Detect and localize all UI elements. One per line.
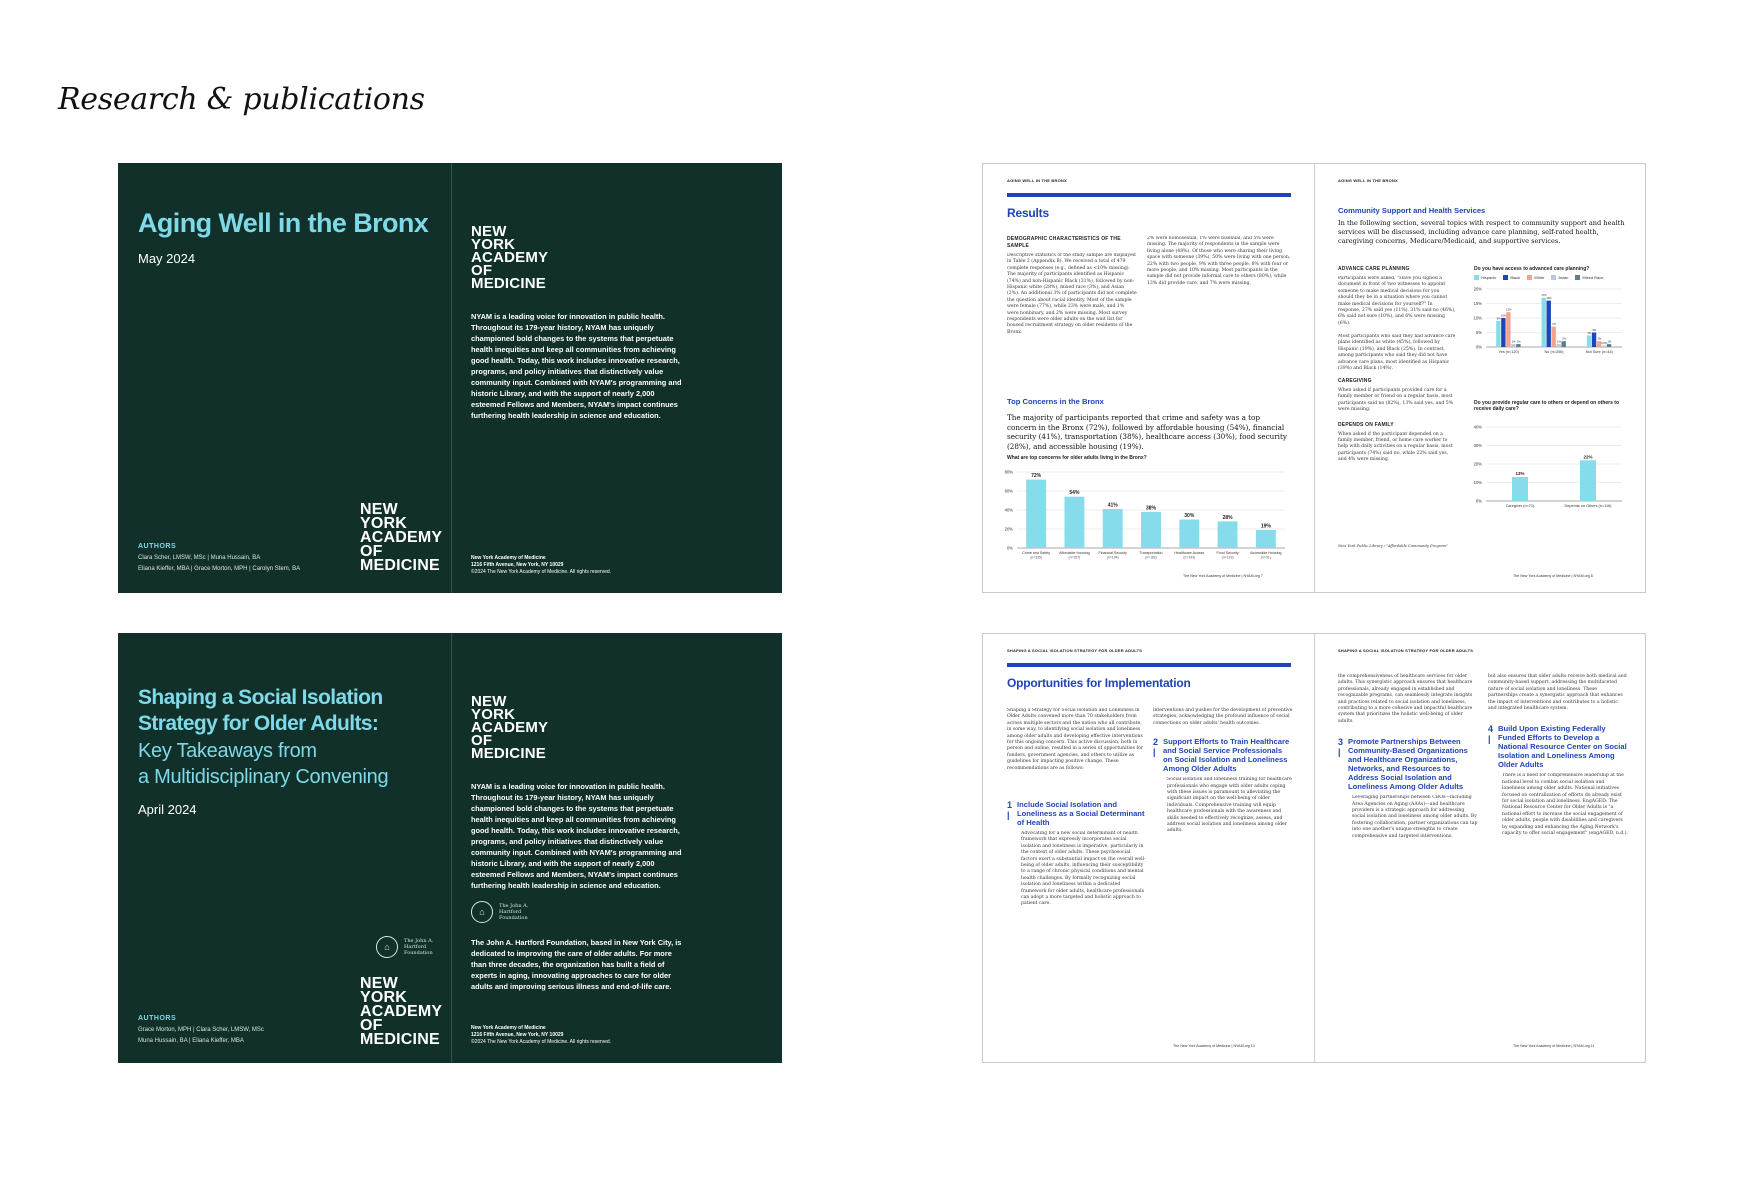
- recommendation-title: Support Efforts to Train Healthcare and Social Service Professionals on Social Isolation and Loneliness Among Older Adults: [1163, 737, 1290, 774]
- authors-line: Grace Morton, MPH | Clara Scher, LMSW, MSc: [138, 1027, 264, 1033]
- x-tick-label: (n=91): [1260, 555, 1271, 560]
- legend-swatch: [1503, 275, 1508, 280]
- bar: [1179, 520, 1199, 549]
- cover-divider: [451, 163, 452, 593]
- data-label: 17%: [1541, 294, 1547, 298]
- chart-caregiving: [1470, 419, 1630, 514]
- x-tick-label: (n=194): [1106, 555, 1119, 560]
- cover-subtitle: a Multidisciplinary Convening: [138, 765, 389, 788]
- data-label: 41%: [1107, 502, 1118, 509]
- imprint-copyright: ©2024 The New York Academy of Medicine. All rights reserved.: [471, 1039, 612, 1045]
- recommendation-number: 1 |: [1007, 800, 1013, 820]
- y-tick-label: 0%: [1475, 498, 1482, 504]
- y-tick-label: 30%: [1473, 443, 1482, 448]
- page-footer: The New York Academy of Medicine | NYAM.org 11: [1513, 1044, 1595, 1048]
- imprint-name: New York Academy of Medicine: [471, 555, 546, 561]
- bar: [1103, 509, 1123, 548]
- chart-question: Do you have access to advanced care planning?: [1474, 266, 1590, 272]
- body-text: 2% were homosexual, 1% were bisexual, and 5% were missing. The majority of respondents in the sample were living alone (48%). Of those who were sharing their living space with someone (39%), 50% were living with one person, 22% with two people, 9% with three people, 8% with four or more people, and 10% missing. Most participants in the sample did not provide informal care to others (80%), while 13% did provide care, and 7% were missing.: [1147, 236, 1291, 286]
- data-label: 4%: [1587, 331, 1592, 335]
- bar: [1580, 460, 1596, 501]
- y-tick-label: 40%: [1473, 424, 1482, 430]
- legend-item: [1503, 275, 1520, 280]
- body-text: Leveraging partnerships between CBOs—including Area Agencies on Aging (AAAs)—and healthcare providers is a strategic approach for addressing social isolation and loneliness among older adults. By fostering collaboration, partner organizations can tap into one another's unique strengths to create comprehensive and targeted interventions.: [1352, 795, 1478, 839]
- x-tick-label: (n=133): [1221, 555, 1234, 560]
- nyam-logo: NEW YORK ACADEMY OF MEDICINE: [471, 693, 549, 762]
- x-tick-label: No (n=206): [1544, 350, 1564, 354]
- data-label: 30%: [1184, 513, 1195, 519]
- chart-question: What are top concerns for older adults living in the Bronx?: [1007, 455, 1147, 461]
- bar: [1141, 512, 1161, 548]
- x-tick-label: Food Security: [1216, 551, 1239, 555]
- subsection-heading: Top Concerns in the Bronx: [1007, 397, 1104, 406]
- recommendation-2: [1153, 737, 1293, 773]
- legend-swatch: [1527, 275, 1532, 280]
- data-label: 12%: [1506, 308, 1512, 312]
- bar: [1602, 346, 1606, 347]
- data-label: 19%: [1260, 523, 1271, 530]
- hartford-seal-icon: ⌂: [376, 936, 398, 958]
- data-label: 9%: [1496, 317, 1501, 321]
- body-text: the comprehensiveness of healthcare services for older adults. This synergistic approach ensures that healthcare professionals, already engaged in established and recognizable programs, can seamlessly integrate insights and practices related to social isolation and loneliness, contributing to a more cohesive and impactful healthcare system that prioritizes the holistic well-being of older adults.: [1338, 674, 1473, 724]
- subsection-heading: DEPENDS ON FAMILY: [1338, 421, 1394, 428]
- heading-rule: [1007, 663, 1291, 667]
- running-head: AGING WELL IN THE BRONX: [1007, 178, 1067, 183]
- bar: [1557, 344, 1561, 347]
- spread-opportunities[interactable]: [982, 633, 1646, 1063]
- bar: [1592, 333, 1596, 348]
- bar: [1512, 477, 1528, 501]
- bar: [1511, 344, 1515, 347]
- data-label: 2%: [1562, 337, 1566, 341]
- body-text: When asked if participants provided care for a family member or friend on a regular basis, most participants said no (82%), 13% said yes, and 5% were missing.: [1338, 388, 1454, 413]
- chart-top-concerns: [1003, 462, 1293, 572]
- bar: [1496, 321, 1500, 347]
- subsection-heading: DEMOGRAPHIC CHARACTERISTICS OF THE SAMPLE: [1007, 236, 1121, 249]
- y-tick-label: 20%: [1004, 526, 1013, 532]
- legend-label: White: [1534, 275, 1545, 280]
- x-tick-label: Transportation: [1139, 551, 1163, 555]
- y-tick-label: 15%: [1473, 301, 1482, 306]
- nyam-blurb: NYAM is a leading voice for innovation in public health. Throughout its 179-year history, NYAM has uniquely championed bold changes to the systems that perpetuate health inequities and keep all communities from achieving good health. Today, this work includes innovative research, programs, and policy initiatives that distinctively value community input. Combined with NYAM's programming and historic Library, and with the support of nearly 2,000 esteemed Fellows and Members, NYAM's impact continues furthering health leadership in science and education.: [471, 312, 682, 420]
- data-label: 1%: [1511, 340, 1516, 344]
- y-tick-label: 10%: [1473, 315, 1482, 321]
- cover-front: [138, 633, 443, 1063]
- lead-text: In the following section, several topics with respect to community support and health services will be discussed, including advance care planning, self-rated health, caregiving concerns, Medicare/Medicaid, and supportive services.: [1338, 219, 1625, 245]
- y-tick-label: 60%: [1004, 488, 1013, 494]
- page-footer: The New York Academy of Medicine | NYAM.org 7: [1183, 574, 1263, 578]
- bar: [1552, 327, 1556, 347]
- subsection-heading: CAREGIVING: [1338, 378, 1372, 384]
- imprint-copyright: ©2024 The New York Academy of Medicine. All rights reserved.: [471, 569, 612, 575]
- intro-text: Shaping a Strategy for Social Isolation and Loneliness in Older Adults convened more than 70 stakeholders from across multiple sectors and the nation who all contribute, in some way, to identifying social isolation and loneliness among older adults and developing effective interventions for this ongoing concern. This active discussion, both in person and online, resulted in a series of opportunities for funders, government agencies, and others to utilize as guidelines for impacting positive change. These recommendations are as follows:: [1007, 708, 1144, 771]
- legend-swatch: [1575, 275, 1580, 280]
- bar: [1547, 301, 1551, 347]
- authors-heading: AUTHORS: [138, 1015, 177, 1022]
- hartford-seal-icon: ⌂: [471, 901, 493, 923]
- y-tick-label: 10%: [1473, 480, 1482, 485]
- spread-gutter: [1314, 634, 1315, 1062]
- body-text: Descriptive statistics of the study sample are displayed in Table 2 (Appendix B). We received a total of 479 complete responses (e.g., defined as <10% missing). The majority of participants identified as Hispanic (74%) and non-Hispanic Black (31%), followed by non-Hispanic white (28%), mixed race (3%), and Asian (2%). An additional 3% of participants did not complete the question about racial identity. Most of the sample were female (77%), while 23% were male, and 1% were nonbinary, and 2% were missing. Most survey respondents were older adults on the wait list for housed recruitment strategy on older residents of the Bronx.: [1007, 253, 1137, 335]
- bar: [1256, 530, 1276, 548]
- subsection-heading: ADVANCE CARE PLANNING: [1338, 266, 1410, 272]
- nyam-logo: NEW YORK ACADEMY OF MEDICINE: [360, 501, 443, 574]
- hartford-blurb: The John A. Hartford Foundation, based in New York City, is dedicated to improving the care of older adults. For more than three decades, the organization has built a field of experts in aging, innovating approaches to care for older adults and improving serious illness and end-of-life care.: [471, 938, 682, 991]
- x-tick-label: Healthcare Access: [1174, 551, 1205, 555]
- y-tick-label: 5%: [1475, 330, 1482, 335]
- recommendation-number: 4 |: [1488, 724, 1494, 745]
- legend-swatch: [1474, 275, 1479, 280]
- cover-social-isolation[interactable]: [118, 633, 782, 1063]
- bar: [1064, 497, 1084, 548]
- x-tick-label: Crime and Safety: [1022, 551, 1051, 555]
- subsection-heading: Community Support and Health Services: [1338, 206, 1486, 215]
- data-label: 22%: [1583, 454, 1593, 460]
- legend-item: [1575, 275, 1603, 280]
- data-label: 72%: [1031, 473, 1042, 480]
- legend-label: Hispanic: [1481, 275, 1497, 280]
- cover-date: May 2024: [138, 251, 196, 267]
- y-tick-label: 0%: [1006, 545, 1013, 551]
- data-label: 0.5%: [1601, 342, 1608, 346]
- body-text: Participants were asked, "Have you signed a document in front of two witnesses to appoint someone to make medical decisions for you should they be in a situation where you cannot make medical decisions for yourself?" In response, 27% said yes (11%), 31% said no (46%), 6% said not sure (10%), and 6% were missing (6%).: [1338, 276, 1456, 326]
- running-head: SHAPING A SOCIAL ISOLATION STRATEGY FOR OLDER ADULTS: [1007, 648, 1143, 653]
- page-title: Research & publications: [58, 82, 425, 117]
- x-tick-label: Yes (n=120): [1498, 350, 1519, 354]
- heading-rule: [1007, 193, 1291, 197]
- recommendation-title: Promote Partnerships Between Community-Based Organizations and Healthcare Organizations, Networks, and Resources to Address Social Isolation and Loneliness Among Older Adults: [1348, 737, 1468, 792]
- chart-advance-care: [1470, 281, 1630, 361]
- authors-line: Muna Hussain, BA | Eliana Kieffer, MBA: [138, 1038, 244, 1044]
- data-label: 38%: [1145, 505, 1157, 512]
- authors-line: Eliana Kieffer, MBA | Grace Morton, MPH | Carolyn Stem, BA: [138, 566, 301, 572]
- running-head: AGING WELL IN THE BRONX: [1338, 178, 1398, 183]
- x-tick-label: (n=257): [1068, 555, 1081, 560]
- cover-divider: [451, 633, 452, 1063]
- body-text: There is a need for comprehensive leadership at the national level to combat social isolation and loneliness among older adults. National initiatives focused on centralization of efforts do already exist for social isolation and loneliness. EngAGED: The National Resource Center for Older Adults is "a national effort to increase the social engagement of older adults, people with disabilities and caregivers by expanding and enhancing the Aging Network's capacity to offer social engagement" (engAGED, n.d.).: [1502, 773, 1628, 837]
- cover-back: [471, 163, 771, 593]
- data-label: 16%: [1546, 297, 1552, 301]
- x-tick-label: Financial Security: [1098, 551, 1127, 555]
- authors-heading: AUTHORS: [138, 543, 177, 550]
- hartford-logo: ⌂ The John A. Hartford Foundation: [471, 901, 539, 923]
- cover-title: Shaping a Social Isolation: [138, 686, 383, 709]
- chart-legend: [1474, 275, 1604, 280]
- cover-title: Aging Well in the Bronx: [138, 208, 429, 238]
- body-text: When asked if the participant depended on a family member, friend, or home care worker to help with daily activities on a regular basis, most participants (74%) said no, while 22% said yes, and 4% were missing.: [1338, 431, 1453, 463]
- data-label: 54%: [1069, 490, 1080, 497]
- cover-aging-well[interactable]: [118, 163, 782, 593]
- legend-item: [1474, 275, 1496, 280]
- data-label: 1%: [1516, 340, 1521, 344]
- running-head: SHAPING A SOCIAL ISOLATION STRATEGY FOR OLDER ADULTS: [1338, 648, 1474, 653]
- bar: [1587, 335, 1591, 347]
- y-tick-label: 20%: [1473, 286, 1482, 292]
- cover-date: April 2024: [138, 801, 197, 817]
- data-label: 28%: [1222, 514, 1233, 521]
- y-tick-label: 0%: [1475, 344, 1482, 350]
- legend-item: [1551, 275, 1568, 280]
- hartford-logo: ⌂ The John A. Hartford Foundation: [376, 936, 444, 958]
- body-text: Social isolation and loneliness training for healthcare professionals who engage with older adults coping with these issues is paramount to alleviating the significant impact on the well-being of older individuals. Comprehensive training will equip healthcare professionals with the awareness and skills needed to effectively recognize, assess, and address social isolation and loneliness among older adults.: [1167, 777, 1292, 834]
- recommendation-3: [1338, 737, 1478, 791]
- authors-line: Clara Scher, LMSW, MSc | Muna Hussain, BA: [138, 555, 261, 561]
- legend-label: Black: [1510, 275, 1521, 280]
- y-tick-label: 40%: [1004, 507, 1013, 513]
- nyam-logo: NEW YORK ACADEMY OF MEDICINE: [471, 223, 549, 292]
- recommendation-1: [1007, 800, 1147, 827]
- body-text: Most participants who said they had advance care plans identified as white (45%), followed by Hispanic (19%), and Black (25%). In contrast, among participants who said they did not have advance care plans, most identified as Hispanic (39%) and Black (14%).: [1338, 334, 1456, 370]
- imprint-name: New York Academy of Medicine: [471, 1025, 546, 1031]
- bar: [1026, 480, 1046, 548]
- section-heading: Results: [1007, 206, 1049, 220]
- spread-results[interactable]: [982, 163, 1646, 593]
- imprint-address: 1216 Fifth Avenue, New York, NY 10029: [471, 1032, 564, 1038]
- data-label: 7%: [1552, 323, 1556, 327]
- photo-credit: New York Public Library / "Affordable Community Program": [1338, 544, 1448, 548]
- cover-subtitle: Key Takeaways from: [138, 739, 317, 762]
- data-label: 2%: [1597, 337, 1602, 341]
- x-tick-label: Depends on Others (n=116): [1564, 504, 1612, 508]
- x-tick-label: (n=182): [1145, 555, 1157, 560]
- x-tick-label: (n=143): [1183, 555, 1196, 560]
- imprint-address: 1216 Fifth Avenue, New York, NY 10029: [471, 562, 564, 568]
- x-tick-label: (n=335): [1030, 555, 1043, 560]
- bar: [1501, 318, 1505, 347]
- body-text: but also ensures that older adults receive both medical and community-based support, addressing the multifaceted nature of social isolation and loneliness. These partnerships create a synergistic approach that enhances the impact of interventions and contributes to a holistic and integrated healthcare system.: [1488, 674, 1627, 712]
- nyam-logo: NEW YORK ACADEMY OF MEDICINE: [360, 975, 443, 1048]
- cover-title: Strategy for Older Adults:: [138, 712, 379, 736]
- cover-back: [471, 633, 771, 1063]
- nyam-blurb: NYAM is a leading voice for innovation in public health. Throughout its 179-year history, NYAM has uniquely championed bold changes to the systems that perpetuate health inequities and keep all communities from achieving good health. Today, this work includes innovative research, programs, and policy initiatives that distinctively value community input. Combined with NYAM's programming and historic Library, and with the support of nearly 2,000 esteemed Fellows and Members, NYAM's impact continues furthering health leadership in science and education.: [471, 782, 682, 890]
- section-heading: Opportunities for Implementation: [1007, 676, 1191, 690]
- data-label: 1%: [1557, 340, 1561, 344]
- y-tick-label: 80%: [1004, 469, 1013, 475]
- x-tick-label: Accessible Housing: [1250, 551, 1282, 555]
- data-label: 10%: [1501, 314, 1507, 318]
- body-text: interventions and pushes for the development of preventive strategies, acknowledging the profound influence of social connections on older adults' health outcomes.: [1153, 708, 1293, 726]
- bar: [1218, 521, 1238, 548]
- x-tick-label: Caregiver (n=71): [1505, 504, 1535, 508]
- x-tick-label: Not Sure (n=44): [1585, 350, 1613, 354]
- bar: [1562, 341, 1566, 347]
- bar: [1607, 344, 1611, 347]
- data-label: 13%: [1515, 470, 1525, 476]
- bar: [1506, 312, 1510, 347]
- chart-question: Do you provide regular care to others or depend on others to receive daily care?: [1474, 400, 1620, 412]
- legend-swatch: [1551, 275, 1556, 280]
- recommendation-title: Build Upon Existing Federally Funded Efforts to Develop a National Resource Center on Social Isolation and Loneliness Among Older Adults: [1498, 724, 1627, 770]
- recommendation-title: Include Social Isolation and Loneliness as a Social Determinant of Health: [1017, 800, 1145, 827]
- page-footer: The New York Academy of Medicine | NYAM.org 8: [1513, 574, 1593, 578]
- y-tick-label: 20%: [1473, 461, 1482, 467]
- lead-text: The majority of participants reported that crime and safety was a top concern in the Bronx (72%), followed by affordable housing (54%), financial security (41%), transportation (38%), healthcare access (30%), food security (28%), and accessible housing (19%).: [1007, 413, 1287, 451]
- body-text: Advocating for a new social determinant of health framework that expressly incorporates social isolation and loneliness is imperative, particularly in the context of older adults. These psychosocial factors exert a substantial impact on the overall well-being of older adults, influencing their susceptibility to a range of chronic physical conditions and mental health challenges. By formally recognizing social isolation and loneliness within a dedicated framework for older adults, healthcare professionals can adopt a more targeted and holistic approach to patient care.: [1021, 831, 1146, 907]
- bar: [1542, 298, 1546, 347]
- legend-label: Asian: [1558, 275, 1569, 280]
- data-label: 1%: [1607, 340, 1612, 344]
- x-tick-label: Affordable Housing: [1059, 551, 1090, 555]
- recommendation-number: 2 |: [1153, 737, 1159, 758]
- legend-item: [1527, 275, 1544, 280]
- recommendation-number: 3 |: [1338, 737, 1344, 758]
- legend-label: Mixed Race: [1582, 275, 1604, 280]
- data-label: 5%: [1592, 329, 1597, 332]
- cover-front: [138, 163, 443, 593]
- page-footer: The New York Academy of Medicine | NYAM.org 10: [1173, 1044, 1255, 1048]
- spread-gutter: [1314, 164, 1315, 592]
- recommendation-4: [1488, 724, 1628, 769]
- bar: [1516, 344, 1520, 347]
